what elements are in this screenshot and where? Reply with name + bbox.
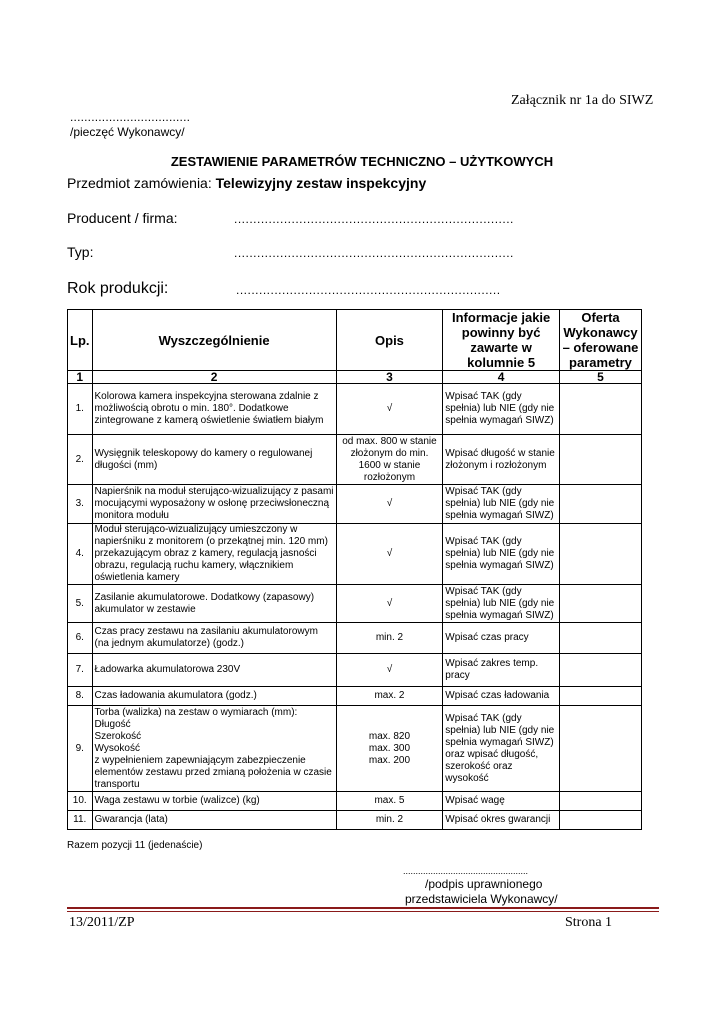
table-row (68, 435, 642, 485)
header-lp: Lp. (68, 310, 93, 371)
subject-value: Telewizyjny zestaw inspekcyjny (215, 175, 427, 191)
row-opis: √ (336, 585, 443, 623)
producer-label: Producent / firma: (67, 210, 178, 226)
row-info: Wpisać TAK (gdy spełnia) lub NIE (gdy nie spełnia wymagań SIWZ) (443, 485, 560, 524)
spec-table (67, 309, 642, 830)
table-row (68, 687, 642, 706)
bag-desc-line: Długość (94, 718, 131, 730)
col-number: 4 (443, 371, 560, 384)
table-header-row (68, 310, 642, 371)
column-number-row (68, 371, 642, 384)
offer-cell[interactable] (559, 687, 641, 706)
attachment-label: Załącznik nr 1a do SIWZ (511, 93, 654, 108)
offer-cell[interactable] (559, 384, 641, 435)
footer-divider (67, 907, 659, 909)
header-info: Informacje jakie powinny być zawarte w kolumnie 5 (443, 310, 560, 371)
footer-divider (67, 911, 659, 912)
bag-dimension: max. 300 (368, 742, 411, 754)
table-row (68, 706, 642, 792)
year-dots: ..................................................................... (236, 283, 501, 297)
offer-cell[interactable] (559, 654, 641, 687)
row-opis: min. 2 (336, 623, 443, 654)
year-label: Rok produkcji: (67, 280, 169, 297)
row-lp: 7. (68, 654, 93, 687)
bag-dimension: max. 820 (368, 730, 411, 742)
producer-dots: ......................................................................... (234, 212, 514, 226)
row-lp: 5. (68, 585, 93, 623)
row-lp: 10. (68, 792, 93, 811)
row-info: Wpisać okres gwarancji (443, 811, 560, 830)
row-lp: 11. (68, 811, 93, 830)
seal-label: /pieczęć Wykonawcy/ (70, 125, 185, 139)
signature-label-1: /podpis uprawnionego (425, 877, 543, 891)
row-description (92, 706, 336, 792)
row-opis: max. 2 (336, 687, 443, 706)
row-info: Wpisać czas pracy (443, 623, 560, 654)
row-lp: 6. (68, 623, 93, 654)
offer-cell[interactable] (559, 706, 641, 792)
table-row (68, 485, 642, 524)
offer-cell[interactable] (559, 792, 641, 811)
row-opis (336, 706, 443, 792)
subject-label: Przedmiot zamówienia: (67, 175, 212, 191)
signature-dots: .................................................. (403, 866, 529, 876)
row-opis: √ (336, 485, 443, 524)
table-row (68, 792, 642, 811)
row-opis: max. 5 (336, 792, 443, 811)
seal-dots: .................................. (70, 110, 191, 124)
type-label: Typ: (67, 244, 94, 260)
row-lp: 4. (68, 524, 93, 585)
row-info: Wpisać TAK (gdy spełnia) lub NIE (gdy nie spełnia wymagań SIWZ) (443, 524, 560, 585)
row-lp: 2. (68, 435, 93, 485)
row-info: Wpisać TAK (gdy spełnia) lub NIE (gdy nie spełnia wymagań SIWZ) (443, 384, 560, 435)
row-description: Ładowarka akumulatorowa 230V (92, 654, 336, 687)
table-row (68, 524, 642, 585)
row-lp: 1. (68, 384, 93, 435)
header-opis: Opis (336, 310, 443, 371)
offer-cell[interactable] (559, 524, 641, 585)
bag-desc-line: Szerokość (94, 730, 142, 742)
row-description: Kolorowa kamera inspekcyjna sterowana zdalnie z możliwością obrotu o min. 180°. Dodatkowe zintegrowane z kamerą oświetlenie światłem białym (92, 384, 336, 435)
row-lp: 9. (68, 706, 93, 792)
footer-reference: 13/2011/ZP (69, 915, 135, 930)
row-info: Wpisać TAK (gdy spełnia) lub NIE (gdy nie spełnia wymagań SIWZ) (443, 585, 560, 623)
offer-cell[interactable] (559, 811, 641, 830)
table-row (68, 811, 642, 830)
row-opis: √ (336, 654, 443, 687)
bag-desc-line: Torba (walizka) na zestaw o wymiarach (mm): (94, 706, 298, 718)
col-number: 1 (68, 371, 93, 384)
table-row (68, 623, 642, 654)
bag-dimension: max. 200 (368, 754, 411, 766)
col-number: 3 (336, 371, 443, 384)
row-description: Napierśnik na moduł sterująco-wizualizujący z pasami mocującymi wyposażony w osłonę przeciwsłoneczną monitora modułu (92, 485, 336, 524)
row-lp: 3. (68, 485, 93, 524)
row-description: Gwarancja (lata) (92, 811, 336, 830)
offer-cell[interactable] (559, 585, 641, 623)
row-info: Wpisać czas ładowania (443, 687, 560, 706)
row-info: Wpisać zakres temp. pracy (443, 654, 560, 687)
type-dots: ......................................................................... (234, 246, 514, 260)
bag-desc-line: z wypełnieniem zapewniającym zabezpieczenie elementów zestawu przed zmianą położenia w czasie transportu (94, 754, 332, 790)
header-offer: Oferta Wykonawcy – oferowane parametry (559, 310, 641, 371)
row-info: Wpisać TAK (gdy spełnia) lub NIE (gdy nie spełnia wymagań SIWZ) oraz wpisać długość, szerokość oraz wysokość (443, 706, 560, 792)
row-opis: od max. 800 w stanie złożonym do min. 1600 w stanie rozłożonym (336, 435, 443, 485)
row-lp: 8. (68, 687, 93, 706)
offer-cell[interactable] (559, 485, 641, 524)
row-description: Czas pracy zestawu na zasilaniu akumulatorowym (na jednym akumulatorze) (godz.) (92, 623, 336, 654)
col-number: 2 (92, 371, 336, 384)
page-number: Strona 1 (565, 915, 613, 930)
total-items: Razem pozycji 11 (jedenaście) (67, 840, 203, 851)
table-row (68, 654, 642, 687)
row-opis: min. 2 (336, 811, 443, 830)
subject-line (67, 175, 426, 191)
document-title: ZESTAWIENIE PARAMETRÓW TECHNICZNO – UŻYTKOWYCH (170, 154, 554, 169)
row-description: Czas ładowania akumulatora (godz.) (92, 687, 336, 706)
row-info: Wpisać wagę (443, 792, 560, 811)
row-description: Moduł sterująco-wizualizujący umieszczony w napierśniku z monitorem (o przekątnej min. 120 mm) przekazującym obraz z kamery, regulacją jasności obrazu, regulacją ruchu kamery, włącznikiem oświetlenia kamery (92, 524, 336, 585)
row-opis: √ (336, 384, 443, 435)
bag-desc-line: Wysokość (94, 742, 140, 754)
row-description: Waga zestawu w torbie (walizce) (kg) (92, 792, 336, 811)
row-description: Wysięgnik teleskopowy do kamery o regulowanej długości (mm) (92, 435, 336, 485)
header-description: Wyszczególnienie (92, 310, 336, 371)
table-row (68, 384, 642, 435)
row-description: Zasilanie akumulatorowe. Dodatkowy (zapasowy) akumulator w zestawie (92, 585, 336, 623)
row-opis: √ (336, 524, 443, 585)
offer-cell[interactable] (559, 435, 641, 485)
table-row (68, 585, 642, 623)
col-number: 5 (559, 371, 641, 384)
offer-cell[interactable] (559, 623, 641, 654)
signature-label-2: przedstawiciela Wykonawcy/ (405, 892, 558, 906)
row-info: Wpisać długość w stanie złożonym i rozłożonym (443, 435, 560, 485)
